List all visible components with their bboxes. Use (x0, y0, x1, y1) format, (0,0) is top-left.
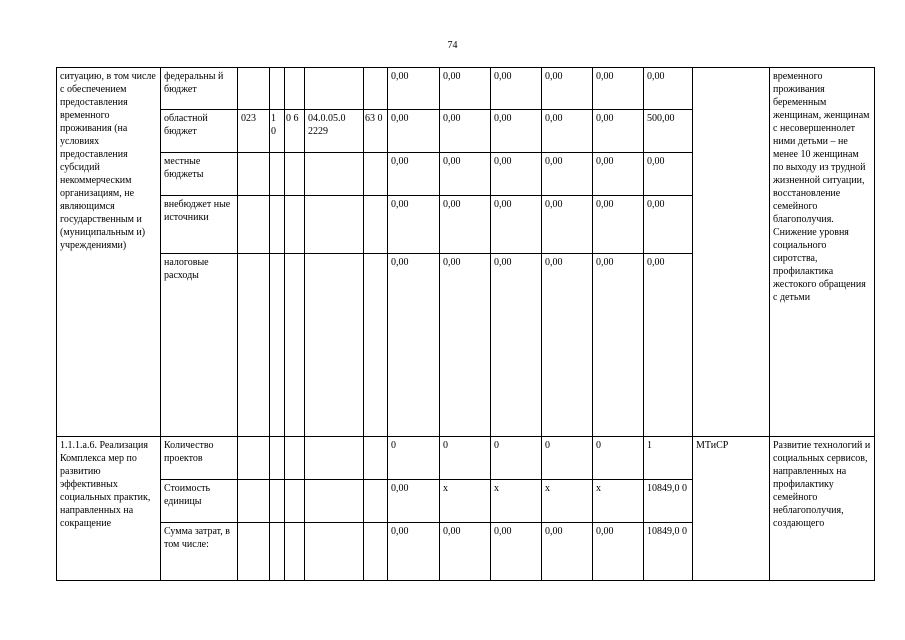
code-cell: 63 0 (364, 110, 388, 153)
source-label: областной бюджет (161, 110, 238, 153)
program-table (56, 67, 875, 581)
source-label: Стоимость единицы (161, 480, 238, 523)
code-cell (270, 254, 285, 437)
expected-result-cell: временного проживания беременным женщинам, женщинам с несовершеннолет ними детьми – не менее 10 женщинам по выходу из трудной жизненной ситуации, восстановление семейного благополучия. Снижение уровня социального сиротства, профилактика жестокого обращения с детьми (770, 68, 875, 437)
source-label: налоговые расходы (161, 254, 238, 437)
value-cell: 0,00 (593, 523, 644, 581)
code-cell (364, 437, 388, 480)
code-cell (238, 523, 270, 581)
code-cell (364, 68, 388, 110)
code-cell (285, 196, 305, 254)
value-cell: 0,00 (542, 196, 593, 254)
value-cell: 0 (388, 437, 440, 480)
value-cell: 1 (644, 437, 693, 480)
value-cell: 0,00 (491, 196, 542, 254)
code-cell (285, 480, 305, 523)
code-cell (364, 523, 388, 581)
value-cell: 0,00 (542, 68, 593, 110)
measure-name-cell: ситуацию, в том числе с обеспечением предоставления временного проживания (на условиях предоставления субсидий некоммерческим организациям, не являющимся государственным и (муниципальным и) учреждениями) (57, 68, 161, 437)
value-cell: 0,00 (440, 110, 491, 153)
code-cell (305, 196, 364, 254)
value-cell: 0,00 (440, 68, 491, 110)
value-cell: 0,00 (644, 153, 693, 196)
code-cell (364, 196, 388, 254)
value-cell: 0 (491, 437, 542, 480)
value-cell: 0,00 (491, 254, 542, 437)
value-cell: 0,00 (542, 523, 593, 581)
code-cell (285, 68, 305, 110)
value-cell: 0,00 (388, 523, 440, 581)
value-cell: 0 (542, 437, 593, 480)
value-cell: 0,00 (388, 153, 440, 196)
code-cell (305, 254, 364, 437)
value-cell: 0,00 (440, 523, 491, 581)
value-cell: 0,00 (491, 153, 542, 196)
code-cell: 0 6 (285, 110, 305, 153)
code-cell (238, 153, 270, 196)
code-cell (305, 437, 364, 480)
value-cell: 0 (440, 437, 491, 480)
code-cell (305, 523, 364, 581)
value-cell: 10849,0 0 (644, 480, 693, 523)
value-cell: 0,00 (491, 523, 542, 581)
value-cell: x (542, 480, 593, 523)
table-row (57, 437, 875, 480)
code-cell (238, 437, 270, 480)
value-cell: 0,00 (593, 254, 644, 437)
source-label: Количество проектов (161, 437, 238, 480)
code-cell (364, 153, 388, 196)
code-cell: 023 (238, 110, 270, 153)
value-cell: 0,00 (388, 110, 440, 153)
value-cell: 0,00 (644, 196, 693, 254)
code-cell (238, 68, 270, 110)
value-cell: 0,00 (593, 110, 644, 153)
value-cell: 0,00 (593, 196, 644, 254)
code-cell (270, 437, 285, 480)
expected-result-cell: Развитие технологий и социальных сервисов, направленных на профилактику семейного неблагополучия, создающего (770, 437, 875, 581)
code-cell (285, 153, 305, 196)
value-cell: 0,00 (542, 254, 593, 437)
code-cell (285, 254, 305, 437)
value-cell: 0,00 (593, 68, 644, 110)
value-cell: 0 (593, 437, 644, 480)
value-cell: 0,00 (593, 153, 644, 196)
table-row (57, 68, 875, 110)
code-cell (305, 68, 364, 110)
code-cell (270, 523, 285, 581)
value-cell: 0,00 (542, 153, 593, 196)
value-cell: 0,00 (388, 254, 440, 437)
value-cell: 0,00 (440, 254, 491, 437)
source-label: Сумма затрат, в том числе: (161, 523, 238, 581)
value-cell: 0,00 (388, 196, 440, 254)
value-cell: 0,00 (388, 68, 440, 110)
code-cell (364, 254, 388, 437)
value-cell: 0,00 (440, 196, 491, 254)
code-cell (238, 480, 270, 523)
code-cell: 04.0.05.0 2229 (305, 110, 364, 153)
source-label: внебюджет ные источники (161, 196, 238, 254)
value-cell: x (491, 480, 542, 523)
value-cell: 0,00 (388, 480, 440, 523)
value-cell: 0,00 (644, 68, 693, 110)
code-cell (270, 480, 285, 523)
value-cell: x (593, 480, 644, 523)
code-cell (238, 254, 270, 437)
value-cell: 0,00 (491, 68, 542, 110)
source-label: местные бюджеты (161, 153, 238, 196)
code-cell (270, 196, 285, 254)
value-cell: x (440, 480, 491, 523)
executor-cell: МТиСР (693, 437, 770, 581)
executor-cell (693, 68, 770, 437)
value-cell: 500,00 (644, 110, 693, 153)
source-label: федеральны й бюджет (161, 68, 238, 110)
value-cell: 0,00 (491, 110, 542, 153)
value-cell: 10849,0 0 (644, 523, 693, 581)
measure-name-cell: 1.1.1.а.6. Реализация Комплекса мер по развитию эффективных социальных практик, направленных на сокращение (57, 437, 161, 581)
value-cell: 0,00 (542, 110, 593, 153)
value-cell: 0,00 (440, 153, 491, 196)
code-cell (305, 480, 364, 523)
code-cell (270, 153, 285, 196)
code-cell: 1 0 (270, 110, 285, 153)
code-cell (285, 523, 305, 581)
code-cell (285, 437, 305, 480)
value-cell: 0,00 (644, 254, 693, 437)
code-cell (364, 480, 388, 523)
code-cell (238, 196, 270, 254)
code-cell (270, 68, 285, 110)
code-cell (305, 153, 364, 196)
page-number: 74 (447, 40, 458, 51)
